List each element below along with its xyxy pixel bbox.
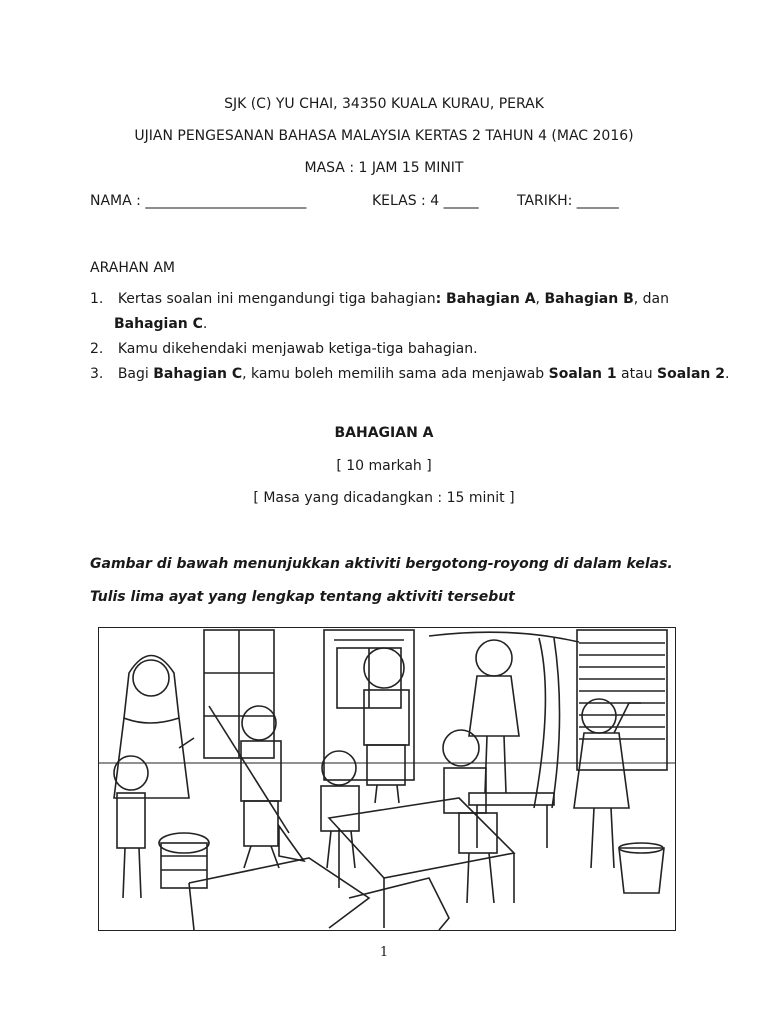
item-text: , dan xyxy=(633,291,669,307)
class-field: KELAS : 4 _____ xyxy=(372,193,479,209)
task-text: Tulis xyxy=(90,589,131,605)
girl-with-basket xyxy=(114,756,209,898)
boy-leaning xyxy=(443,730,497,903)
item-bold: Bahagian C xyxy=(153,366,243,382)
boy-with-broom xyxy=(209,706,304,868)
item-text: Kertas soalan ini mengandungi tiga bahagian xyxy=(117,291,436,307)
item-bold: Bahagian B xyxy=(544,291,634,307)
window-right xyxy=(534,630,667,808)
boy-wiping-table xyxy=(321,751,359,868)
task-prompt: Gambar di bawah menunjukkan aktiviti bergotong-royong di dalam kelas. xyxy=(90,556,673,572)
task-emphasis: lima ayat xyxy=(130,589,204,605)
item-bold: : Bahagian A xyxy=(435,291,536,307)
girl-wiping-window xyxy=(574,699,641,868)
instruction-item-2 xyxy=(90,341,478,357)
school-name: SJK (C) YU CHAI, 34350 KUALA KURAU, PERAK xyxy=(224,96,544,112)
illustration-drawing xyxy=(99,628,675,930)
table-centre xyxy=(329,798,514,928)
task-instruction xyxy=(90,589,515,605)
item-text: , xyxy=(535,291,545,307)
teacher-figure xyxy=(114,656,194,799)
item-bold: Bahagian C xyxy=(114,316,203,332)
item-bold: Soalan 2 xyxy=(657,366,726,382)
section-marks: [ 10 markah ] xyxy=(336,458,432,474)
item-text: . xyxy=(725,366,730,382)
item-text: atau xyxy=(616,366,658,382)
door xyxy=(324,630,414,780)
table-front-right xyxy=(349,878,449,930)
instructions-heading: ARAHAN AM xyxy=(90,260,175,276)
exam-duration: MASA : 1 JAM 15 MINIT xyxy=(304,160,464,176)
item-text: . xyxy=(202,316,208,332)
item-text: , kamu boleh memilih sama ada menjawab xyxy=(242,366,549,382)
item-bold: Soalan 1 xyxy=(548,366,617,382)
bucket xyxy=(619,843,664,893)
girl-on-bench xyxy=(469,640,554,848)
item-number: 3. xyxy=(90,366,104,382)
classroom-cleaning-illustration xyxy=(98,627,676,931)
instruction-item-3 xyxy=(90,366,729,382)
instruction-item-1-continued xyxy=(114,316,207,332)
name-field: NAMA : _______________________ xyxy=(90,193,307,209)
item-text: Kamu dikehendaki menjawab ketiga-tiga bahagian. xyxy=(117,341,478,357)
exam-title: UJIAN PENGESANAN BAHASA MALAYSIA KERTAS 2 TAHUN 4 (MAC 2016) xyxy=(134,128,634,144)
date-field: TARIKH: ______ xyxy=(517,193,619,209)
instruction-item-1 xyxy=(90,291,669,307)
item-text: Bagi xyxy=(117,366,154,382)
section-title: BAHAGIAN A xyxy=(334,425,434,441)
task-text: yang lengkap tentang aktiviti tersebut xyxy=(203,589,515,605)
item-number: 2. xyxy=(90,341,104,357)
section-time: [ Masa yang dicadangkan : 15 minit ] xyxy=(253,490,515,506)
table-front-left xyxy=(189,858,369,930)
item-number: 1. xyxy=(90,291,104,307)
page-number: 1 xyxy=(379,945,389,960)
